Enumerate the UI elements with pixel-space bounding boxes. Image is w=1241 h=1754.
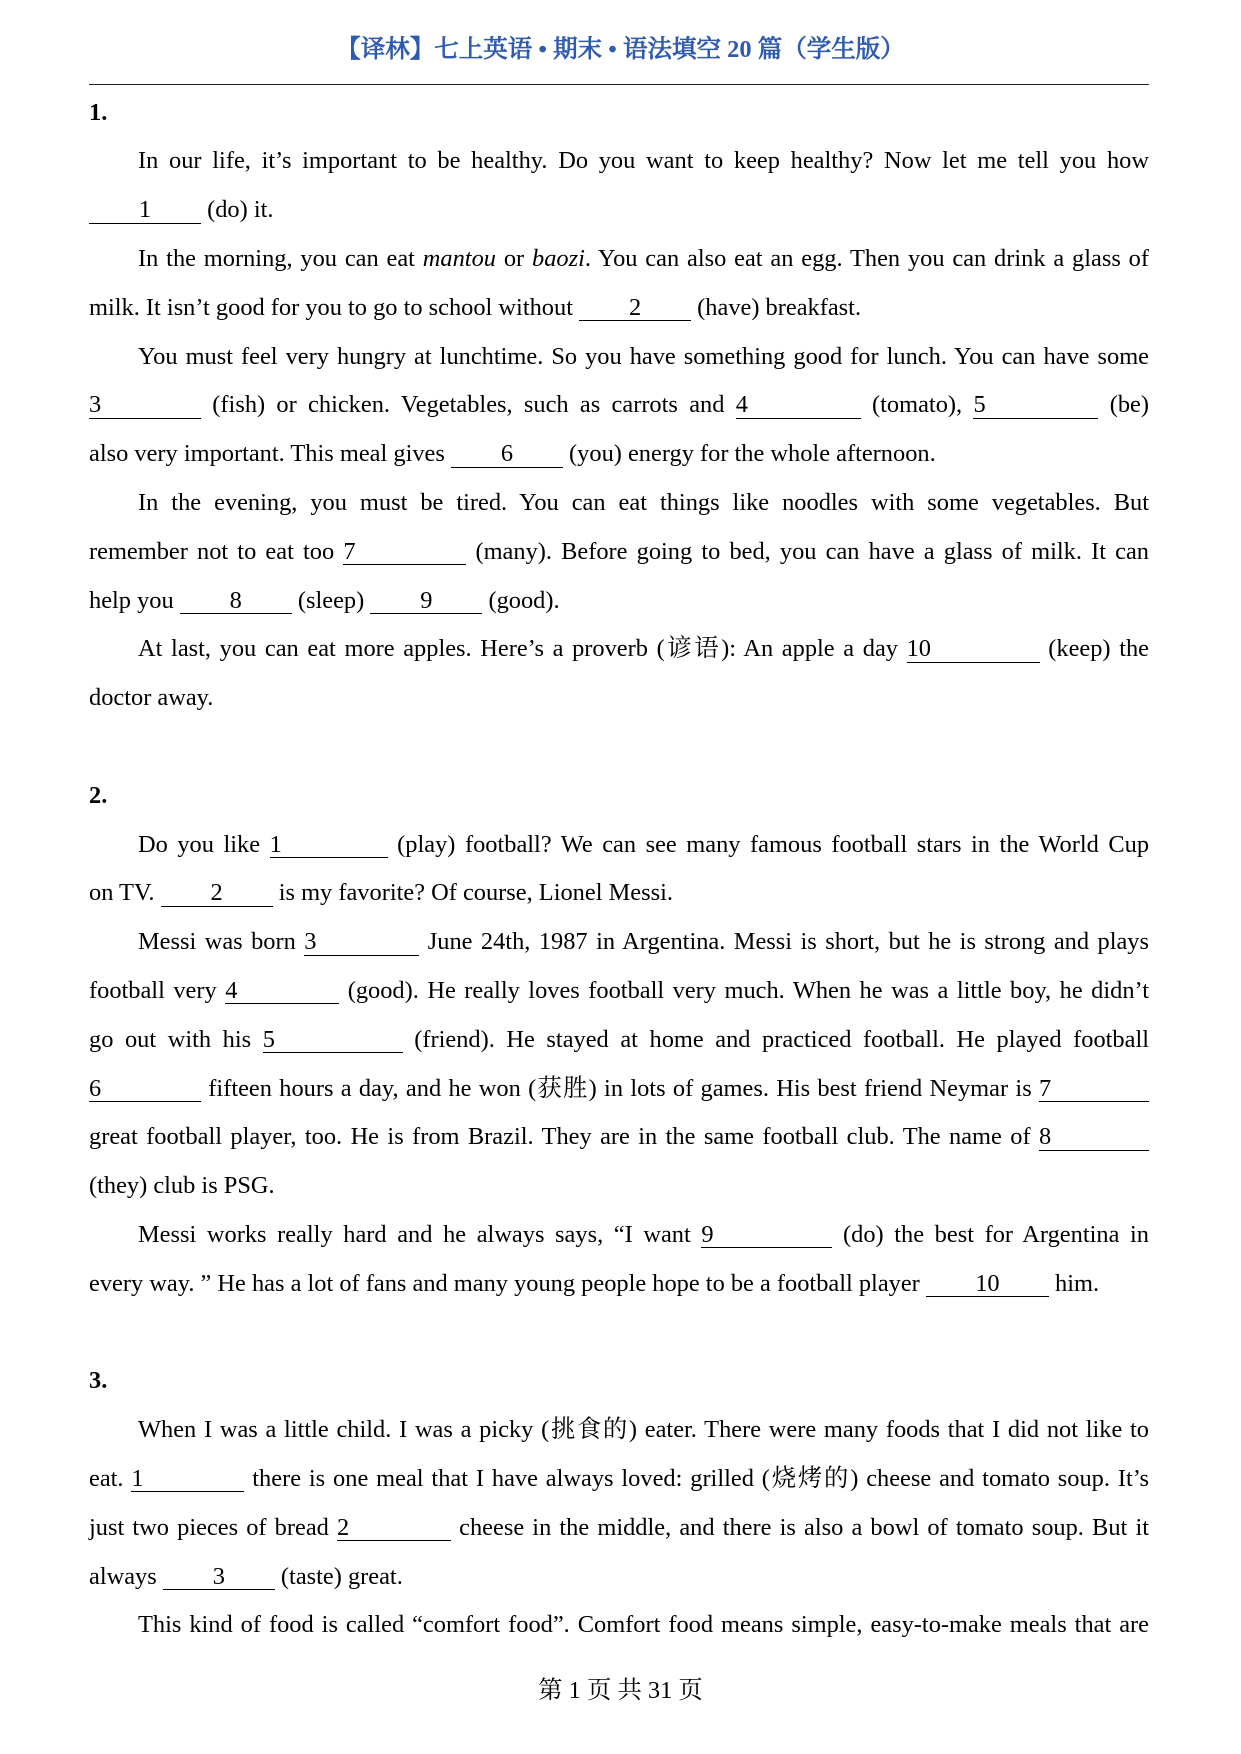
- text-line: [89, 1601, 1149, 1650]
- text-segment: cheese in the middle, and there is also a bowl of tomato soup. But it: [451, 1513, 1149, 1541]
- paragraph: [89, 821, 1149, 919]
- italic-word: mantou: [422, 244, 496, 272]
- page-footer: 第 1 页 共 31 页: [538, 1677, 703, 1704]
- text-segment: help you: [89, 586, 180, 614]
- answer-blank: 1: [270, 833, 388, 858]
- text-segment: (tomato),: [860, 391, 974, 419]
- answer-blank: 1: [89, 198, 201, 223]
- answer-blank: 6: [89, 1077, 201, 1102]
- text-segment: (good).: [482, 586, 560, 614]
- text-segment: (taste) great.: [274, 1562, 403, 1590]
- answer-blank: 3: [163, 1565, 275, 1590]
- paragraph: [89, 1601, 1149, 1650]
- answer-blank: 9: [370, 589, 482, 614]
- text-line: [89, 430, 1149, 479]
- answer-blank: 3: [89, 393, 201, 418]
- paragraph: [89, 137, 1149, 235]
- text-segment: (do) the best for Argentina in: [832, 1220, 1149, 1248]
- page-header-title: 【译林】七上英语 • 期末 • 语法填空 20 篇（学生版）: [336, 36, 905, 63]
- text-segment: remember not to eat too: [89, 537, 344, 565]
- text-line: [89, 528, 1149, 577]
- text-segment: (many). Before going to bed, you can have a glass of milk. It can: [466, 537, 1149, 565]
- text-segment: go out with his: [89, 1025, 263, 1053]
- text-segment: always: [89, 1562, 163, 1590]
- text-segment: (sleep): [291, 586, 371, 614]
- text-line: [89, 918, 1149, 967]
- text-segment: (fish) or chicken. Vegetables, such as carrots and: [201, 391, 736, 419]
- text-segment: or: [495, 244, 532, 272]
- answer-blank: 3: [304, 930, 419, 955]
- paragraph: [89, 1406, 1149, 1601]
- text-segment: (do) it.: [201, 196, 274, 224]
- passage-number: 3.: [89, 1367, 108, 1395]
- text-segment: At last, you can eat more apples. Here’s a proverb (谚语): An apple a day: [138, 635, 907, 663]
- answer-blank: 8: [180, 589, 292, 614]
- text-segment: on TV.: [89, 879, 161, 907]
- answer-blank: 10: [907, 637, 1040, 662]
- text-segment: (you) energy for the whole afternoon.: [562, 440, 936, 468]
- text-segment: In our life, it’s important to be healthy. Do you want to keep healthy? Now let me tell you how: [138, 147, 1149, 175]
- text-segment: football very: [89, 976, 226, 1004]
- answer-blank: 7: [1039, 1077, 1149, 1102]
- text-segment: fifteen hours a day, and he won (获胜) in lots of games. His best friend Neymar is: [201, 1074, 1039, 1102]
- answer-blank: 8: [1039, 1125, 1149, 1150]
- answer-blank: 2: [579, 296, 691, 321]
- answer-blank: 10: [926, 1272, 1049, 1297]
- answer-blank: 1: [131, 1467, 244, 1492]
- text-line: [89, 1504, 1149, 1553]
- text-line: [89, 1113, 1149, 1162]
- text-line: [89, 1016, 1149, 1065]
- text-segment: also very important. This meal gives: [89, 440, 451, 468]
- answer-blank: 9: [701, 1223, 832, 1248]
- paragraph: [89, 1211, 1149, 1309]
- answer-blank: 4: [225, 979, 339, 1004]
- text-line: [89, 1455, 1149, 1504]
- text-segment: In the morning, you can eat: [138, 244, 423, 272]
- answer-blank: 2: [161, 881, 273, 906]
- answer-blank: 7: [343, 540, 466, 565]
- text-line: [89, 479, 1149, 528]
- text-line: [89, 674, 1149, 723]
- text-line: [89, 186, 1149, 235]
- text-line: [89, 625, 1149, 674]
- text-segment: is my favorite? Of course, Lionel Messi.: [272, 879, 673, 907]
- text-segment: . You can also eat an egg. Then you can drink a glass of: [584, 244, 1150, 272]
- text-segment: You must feel very hungry at lunchtime. So you have something good for lunch. You can have some: [138, 342, 1149, 370]
- text-segment: (keep) the: [1039, 635, 1149, 663]
- paragraph: [89, 918, 1149, 1211]
- text-segment: there is one meal that I have always loved: grilled (烧烤的) cheese and tomato soup. It’s: [244, 1464, 1150, 1492]
- page-header: [0, 30, 1241, 70]
- text-line: [89, 333, 1149, 382]
- text-line: [89, 137, 1149, 186]
- text-segment: (friend). He stayed at home and practiced football. He played football: [402, 1025, 1149, 1053]
- text-segment: (have) breakfast.: [691, 293, 862, 321]
- text-line: [89, 284, 1149, 333]
- passage-3: [89, 1357, 1149, 1650]
- text-line: [89, 967, 1149, 1016]
- text-segment: (play) football? We can see many famous football stars in the World Cup: [387, 830, 1150, 858]
- text-line: [89, 1260, 1149, 1309]
- text-segment: just two pieces of bread: [89, 1513, 337, 1541]
- passage-number: 1.: [89, 98, 108, 126]
- paragraph: [89, 235, 1149, 333]
- text-segment: every way. ” He has a lot of fans and many young people hope to be a football player: [89, 1269, 926, 1297]
- text-segment: Messi works really hard and he always says, “I want: [138, 1220, 702, 1248]
- text-line: [89, 869, 1149, 918]
- passage-1: [89, 89, 1149, 723]
- text-line: [89, 1406, 1149, 1455]
- text-segment: milk. It isn’t good for you to go to school without: [89, 293, 580, 321]
- paragraph: [89, 479, 1149, 625]
- answer-blank: 4: [736, 393, 861, 418]
- header-divider: [89, 84, 1149, 85]
- answer-blank: 5: [973, 393, 1098, 418]
- text-segment: eat.: [89, 1464, 132, 1492]
- passage-2: [89, 772, 1149, 1309]
- text-segment: June 24th, 1987 in Argentina. Messi is short, but he is strong and plays: [419, 928, 1149, 956]
- text-segment: Messi was born: [138, 928, 305, 956]
- answer-blank: 6: [451, 442, 563, 467]
- text-segment: great football player, too. He is from Brazil. They are in the same football club. The name of: [89, 1123, 1039, 1151]
- paragraph: [89, 333, 1149, 479]
- worksheet-content: [89, 89, 1149, 1651]
- text-segment: (they) club is PSG.: [89, 1172, 275, 1200]
- text-line: [89, 821, 1149, 870]
- text-segment: (good). He really loves football very much. When he was a little boy, he didn’t: [339, 976, 1149, 1004]
- text-segment: In the evening, you must be tired. You can eat things like noodles with some vegetables. But: [138, 488, 1149, 516]
- text-line: [89, 1211, 1149, 1260]
- passage-number: 2.: [89, 781, 108, 809]
- text-line: [89, 1065, 1149, 1114]
- text-line: [89, 1162, 1149, 1211]
- italic-word: baozi: [532, 244, 585, 272]
- answer-blank: 5: [263, 1028, 403, 1053]
- text-line: [89, 381, 1149, 430]
- text-line: [89, 1553, 1149, 1602]
- text-segment: doctor away.: [89, 684, 214, 712]
- paragraph: [89, 625, 1149, 723]
- text-segment: When I was a little child. I was a picky (挑食的) eater. There were many foods that I did not like to: [138, 1416, 1149, 1444]
- text-line: [89, 577, 1149, 626]
- text-segment: Do you like: [138, 830, 270, 858]
- answer-blank: 2: [337, 1516, 451, 1541]
- text-line: [89, 235, 1149, 284]
- text-segment: This kind of food is called “comfort food”. Comfort food means simple, easy-to-make meals that are: [138, 1611, 1149, 1639]
- text-segment: him.: [1048, 1269, 1100, 1297]
- text-segment: (be): [1098, 391, 1150, 419]
